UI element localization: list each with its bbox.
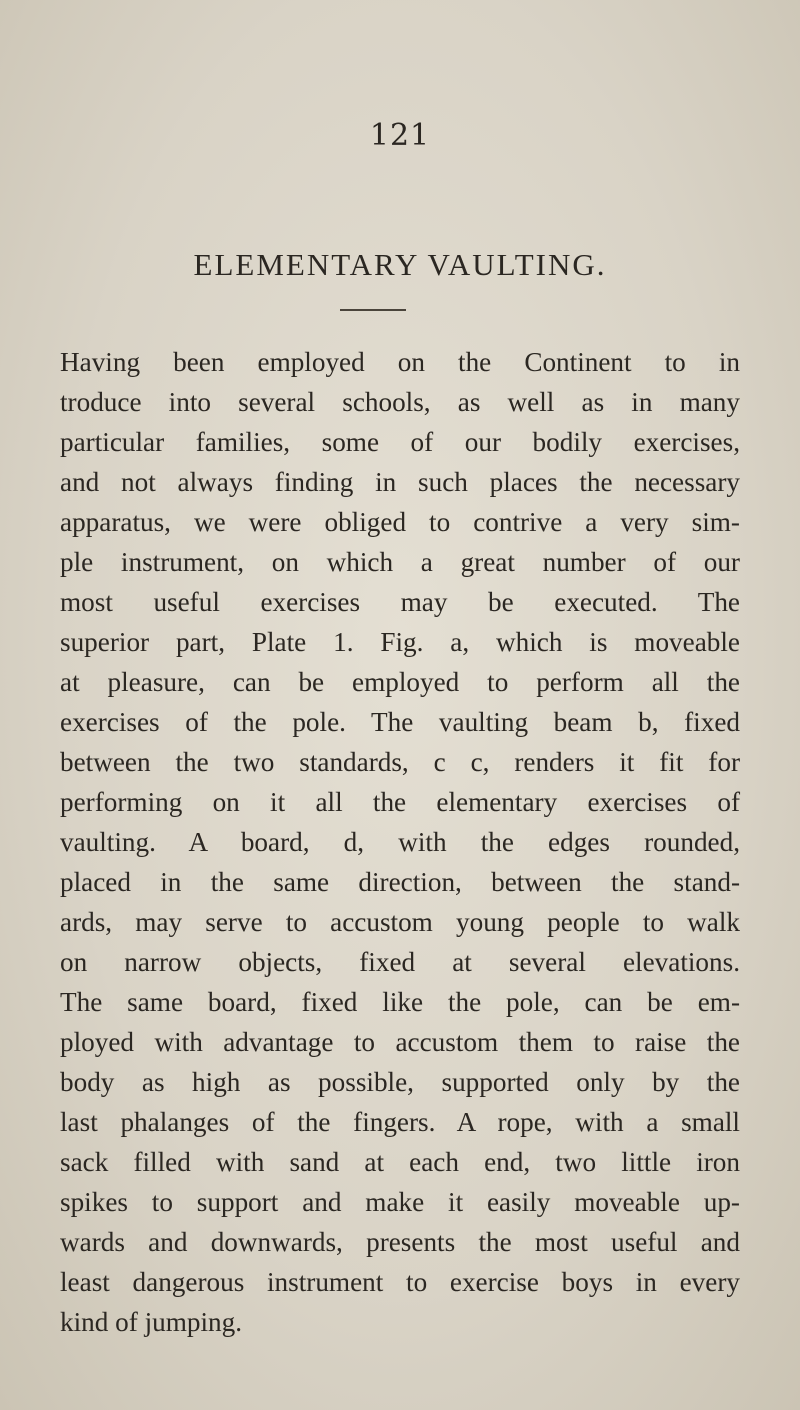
text-line: ployed with advantage to accustom them to raise the: [60, 1027, 740, 1057]
text-line: The same board, fixed like the pole, can be em-: [60, 987, 740, 1017]
text-line: spikes to support and make it easily moveable up-: [60, 1187, 740, 1217]
page-number: 121: [369, 118, 431, 153]
text-line: at pleasure, can be employed to perform all the: [60, 667, 740, 697]
text-line: Having been employed on the Continent to in: [60, 347, 740, 377]
text-line: most useful exercises may be executed. The: [60, 587, 740, 617]
text-line: sack filled with sand at each end, two little iron: [60, 1147, 740, 1177]
chapter-title: ELEMENTARY VAULTING.: [193, 247, 607, 282]
title-rule: [340, 309, 406, 311]
text-line: vaulting. A board, d, with the edges rounded,: [60, 827, 740, 857]
text-line: between the two standards, c c, renders it fit for: [60, 747, 740, 777]
text-line: wards and downwards, presents the most useful and: [60, 1227, 740, 1257]
text-line: performing on it all the elementary exercises of: [60, 787, 740, 817]
text-line: superior part, Plate 1. Fig. a, which is moveable: [60, 627, 740, 657]
text-line: particular families, some of our bodily exercises,: [60, 427, 740, 457]
body-paragraph: [60, 342, 740, 1342]
text-line: placed in the same direction, between the stand-: [60, 867, 740, 897]
text-line: kind of jumping.: [60, 1307, 243, 1337]
text-line: on narrow objects, fixed at several elevations.: [60, 947, 740, 977]
text-line: least dangerous instrument to exercise boys in every: [60, 1267, 740, 1297]
text-line: apparatus, we were obliged to contrive a very sim-: [60, 507, 740, 537]
text-line: ards, may serve to accustom young people to walk: [60, 907, 740, 937]
text-line: troduce into several schools, as well as in many: [60, 387, 740, 417]
text-line: exercises of the pole. The vaulting beam b, fixed: [60, 707, 740, 737]
text-line: body as high as possible, supported only by the: [60, 1067, 740, 1097]
text-line: and not always finding in such places the necessary: [60, 467, 740, 497]
text-line: ple instrument, on which a great number of our: [60, 547, 740, 577]
text-line: last phalanges of the fingers. A rope, with a small: [60, 1107, 740, 1137]
